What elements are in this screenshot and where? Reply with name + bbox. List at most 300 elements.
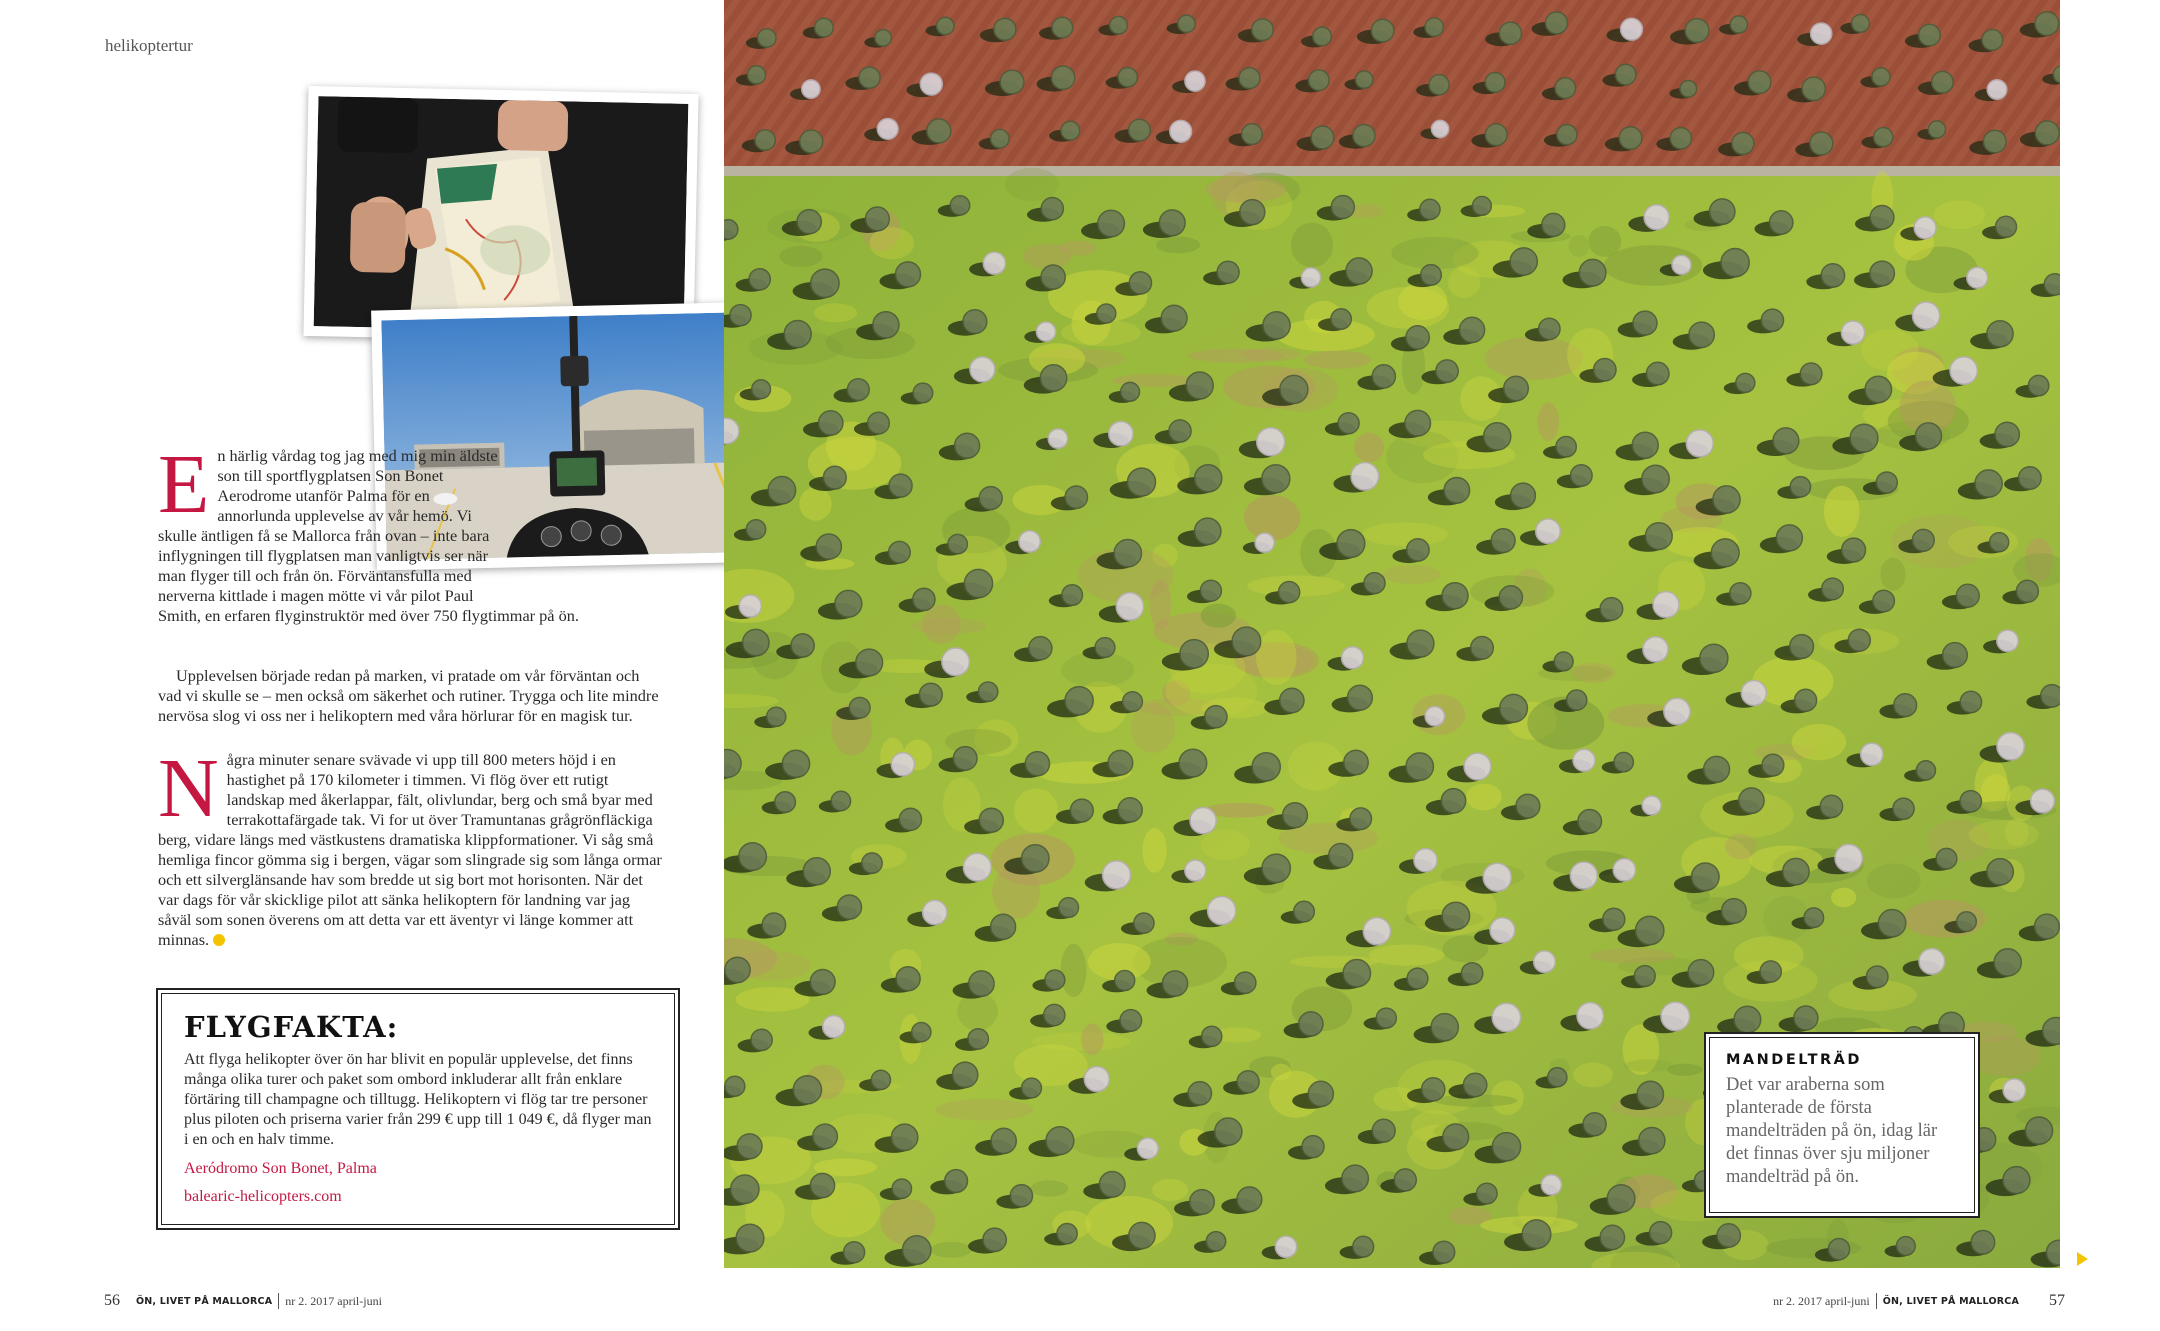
- almond-tree: [1692, 863, 1720, 891]
- almond-tree: [1894, 694, 1917, 717]
- almond-tree: [1546, 12, 1568, 34]
- almond-tree: [1000, 70, 1024, 94]
- almond-tree: [1118, 798, 1142, 822]
- almond-tree: [1653, 592, 1679, 618]
- almond-tree: [1717, 1224, 1740, 1247]
- almond-tree: [1114, 540, 1141, 567]
- almond-tree: [1356, 71, 1373, 88]
- almond-tree: [1338, 413, 1359, 434]
- almond-tree: [1200, 580, 1221, 601]
- almond-tree: [1916, 761, 1935, 780]
- almond-tree: [1239, 68, 1260, 89]
- almond-tree: [2041, 685, 2060, 707]
- almond-tree: [1554, 652, 1573, 671]
- article-paragraph-3: [158, 742, 663, 950]
- almond-tree: [823, 1016, 845, 1038]
- field-patch: [1031, 1180, 1069, 1196]
- almond-tree: [1275, 1236, 1296, 1257]
- fact-box: [156, 988, 680, 1230]
- field-patch: [1934, 201, 1986, 230]
- almond-tree: [1414, 849, 1437, 872]
- almond-tree: [1773, 428, 1799, 454]
- almond-tree: [1761, 309, 1783, 331]
- almond-tree: [1841, 321, 1864, 344]
- fact-box-venue: Aeródromo Son Bonet, Palma: [184, 1160, 377, 1177]
- almond-tree: [1912, 529, 1934, 551]
- almond-tree: [1960, 791, 1981, 812]
- magazine-name-right: ÖN, LIVET PÅ MALLORCA: [1882, 1295, 2019, 1307]
- almond-tree: [979, 487, 1002, 510]
- almond-tree: [1252, 753, 1280, 781]
- almond-tree: [2035, 12, 2059, 36]
- almond-tree: [816, 534, 841, 559]
- almond-tree: [2035, 914, 2060, 939]
- almond-tree: [1583, 1113, 1606, 1136]
- almond-tree: [1262, 854, 1290, 882]
- almond-tree: [912, 1023, 931, 1042]
- almond-tree: [837, 895, 861, 919]
- almond-tree: [1664, 698, 1690, 724]
- almond-tree: [1852, 15, 1870, 33]
- field-patch: [799, 487, 831, 521]
- almond-tree: [1232, 627, 1261, 656]
- almond-tree: [1217, 261, 1239, 283]
- almond-tree: [1159, 210, 1185, 236]
- almond-tree: [1190, 808, 1216, 834]
- almond-tree: [1499, 586, 1522, 609]
- almond-tree: [1619, 127, 1642, 150]
- almond-tree: [1343, 960, 1370, 987]
- almond-tree: [1770, 211, 1793, 234]
- almond-tree: [1932, 71, 1954, 93]
- almond-tree: [1405, 410, 1431, 436]
- almond-tree: [725, 957, 750, 982]
- paragraph-2-text: Upplevelsen började redan på marken, vi pratade om vår förväntan och vad vi skulle se – men också om säkerhet och rutiner. Trygga och lite mindre nervösa slog vi oss ner i helikoptern med våra hörlurar för en magisk tur.: [158, 666, 659, 725]
- almond-tree: [1041, 198, 1063, 220]
- almond-tree: [1109, 422, 1133, 446]
- almond-tree: [823, 466, 846, 489]
- almond-tree: [1331, 196, 1354, 219]
- almond-tree: [1536, 519, 1561, 544]
- almond-tree: [1051, 66, 1074, 89]
- almond-tree: [1711, 539, 1739, 567]
- almond-tree: [923, 900, 947, 924]
- almond-tree: [1116, 593, 1143, 620]
- almond-tree: [1110, 16, 1128, 34]
- almond-tree: [1350, 808, 1372, 830]
- almond-tree: [896, 262, 921, 287]
- fact-box-inner: [161, 993, 675, 1225]
- almond-tree: [1444, 478, 1470, 504]
- almond-tree: [747, 66, 765, 84]
- almond-tree: [1821, 264, 1844, 287]
- almond-tree: [1577, 1003, 1603, 1029]
- almond-tree: [1040, 365, 1066, 391]
- almond-tree: [968, 1029, 988, 1049]
- almond-tree: [835, 590, 862, 617]
- almond-tree: [1311, 126, 1334, 149]
- almond-tree: [1346, 258, 1372, 284]
- almond-tree: [1670, 128, 1691, 149]
- almond-tree: [1431, 1014, 1458, 1041]
- almond-tree: [945, 1170, 968, 1193]
- almond-tree: [1710, 199, 1735, 224]
- almond-tree: [1919, 949, 1945, 975]
- almond-tree: [2003, 1079, 2025, 1101]
- almond-tree: [1353, 125, 1375, 147]
- almond-tree: [1195, 518, 1221, 544]
- almond-tree: [1571, 465, 1593, 487]
- almond-tree: [1129, 119, 1151, 141]
- issue-right: nr 2. 2017 april-juni: [1773, 1293, 1870, 1308]
- field-patch: [780, 246, 823, 267]
- almond-tree: [1108, 750, 1133, 775]
- caption-text: Det var araberna som planterade de första mandelträden på ön, idag lär det finnas över sju miljoner mandelträd på ön.: [1726, 1075, 1938, 1187]
- almond-tree: [1850, 424, 1878, 452]
- almond-tree: [1873, 590, 1895, 612]
- almond-tree: [768, 477, 795, 504]
- almond-tree: [1573, 749, 1595, 771]
- almond-tree: [1878, 910, 1905, 937]
- almond-tree: [1642, 796, 1661, 815]
- almond-tree: [1010, 1185, 1032, 1207]
- almond-tree: [871, 1070, 890, 1089]
- almond-tree: [1642, 465, 1669, 492]
- almond-tree: [1206, 1232, 1225, 1251]
- almond-tree: [1914, 217, 1936, 239]
- almond-tree: [1252, 19, 1274, 41]
- field-patch: [870, 227, 915, 259]
- almond-tree: [1364, 573, 1385, 594]
- almond-tree: [1578, 810, 1602, 834]
- almond-tree: [749, 269, 770, 290]
- almond-tree: [2031, 789, 2055, 813]
- almond-tree: [1874, 128, 1893, 147]
- field-patch: [2005, 818, 2029, 846]
- almond-tree: [2044, 274, 2060, 295]
- almond-tree: [1115, 971, 1135, 991]
- field-patch: [1156, 237, 1200, 254]
- almond-tree: [892, 1179, 911, 1198]
- field-patch: [1005, 168, 1059, 202]
- almond-tree: [1442, 583, 1468, 609]
- field-patch: [1792, 724, 1846, 760]
- almond-tree: [1637, 1081, 1663, 1107]
- almond-tree: [1997, 630, 2018, 651]
- almond-tree: [1730, 16, 1747, 33]
- almond-tree: [1041, 265, 1065, 289]
- almond-tree: [1178, 15, 1195, 32]
- almond-tree: [1161, 305, 1187, 331]
- almond-tree: [725, 1076, 745, 1096]
- almond-tree: [1870, 206, 1894, 230]
- almond-tree: [724, 220, 738, 240]
- almond-tree: [1542, 213, 1565, 236]
- almond-tree: [963, 310, 987, 334]
- fact-box-website-link[interactable]: balearic-helicopters.com: [184, 1188, 342, 1205]
- almond-tree: [983, 1228, 1006, 1251]
- almond-tree: [1686, 430, 1713, 457]
- almond-tree: [1344, 750, 1368, 774]
- almond-tree: [913, 588, 935, 610]
- almond-tree: [1739, 788, 1764, 813]
- almond-tree: [1997, 733, 2024, 760]
- almond-tree: [1029, 637, 1052, 660]
- almond-tree: [889, 541, 911, 563]
- almond-tree: [1337, 530, 1365, 558]
- field-patch: [1206, 176, 1287, 203]
- almond-tree: [1425, 18, 1443, 36]
- almond-tree: [1872, 68, 1890, 86]
- almond-tree: [1162, 971, 1187, 996]
- almond-tree: [1516, 794, 1540, 818]
- almond-tree: [1052, 17, 1073, 38]
- field-patch: [1572, 663, 1615, 683]
- almond-tree: [1995, 422, 2019, 446]
- almond-tree: [1313, 27, 1332, 46]
- almond-tree: [1485, 124, 1507, 146]
- almond-tree: [1185, 860, 1206, 881]
- almond-tree: [739, 595, 761, 617]
- almond-tree: [1371, 19, 1394, 42]
- almond-tree: [1188, 1082, 1211, 1105]
- field-patch: [1969, 820, 2039, 850]
- almond-tree: [1376, 1008, 1396, 1028]
- field-patch: [1573, 1063, 1613, 1088]
- almond-tree: [1504, 376, 1529, 401]
- almond-tree: [1394, 1169, 1416, 1191]
- field-patch: [1391, 237, 1478, 269]
- almond-tree: [1484, 423, 1511, 450]
- field-patch: [1241, 348, 1301, 361]
- almond-tree: [762, 913, 785, 936]
- almond-tree: [1643, 637, 1668, 662]
- almond-tree: [1971, 1231, 1995, 1255]
- almond-tree: [1722, 899, 1747, 924]
- almond-tree: [1741, 681, 1766, 706]
- almond-tree: [873, 312, 899, 338]
- almond-tree: [784, 321, 811, 348]
- field-patch: [1367, 287, 1450, 329]
- almond-tree: [1689, 322, 1714, 347]
- almond-tree: [1661, 1002, 1690, 1031]
- footer-separator: [278, 1293, 279, 1309]
- almond-tree: [1987, 859, 2013, 885]
- field-patch: [936, 1099, 1034, 1121]
- almond-tree: [1436, 360, 1458, 382]
- almond-tree: [751, 1029, 772, 1050]
- field-patch: [1831, 888, 1856, 907]
- almond-tree: [1121, 382, 1140, 401]
- almond-tree: [815, 18, 834, 37]
- almond-tree: [767, 707, 786, 726]
- almond-tree: [1688, 960, 1714, 986]
- almond-tree: [948, 534, 967, 553]
- almond-tree: [1748, 71, 1771, 94]
- almond-tree: [730, 305, 751, 326]
- almond-tree: [1137, 1138, 1158, 1159]
- almond-tree: [1180, 640, 1208, 668]
- almond-tree: [1483, 863, 1511, 891]
- almond-tree: [1893, 798, 1914, 819]
- field-patch: [945, 729, 1012, 755]
- almond-tree: [1208, 897, 1236, 925]
- almond-tree: [1407, 968, 1428, 989]
- continue-arrow-icon: [2077, 1252, 2088, 1266]
- almond-tree: [1048, 429, 1067, 448]
- article-paragraph-2: [158, 666, 663, 726]
- almond-tree: [1280, 688, 1304, 712]
- almond-tree: [1700, 644, 1728, 672]
- almond-tree: [991, 914, 1016, 939]
- almond-tree: [875, 30, 892, 47]
- almond-tree: [1242, 124, 1263, 145]
- almond-tree: [1567, 690, 1587, 710]
- almond-tree: [1036, 322, 1055, 341]
- field-patch: [1538, 402, 1560, 441]
- almond-tree: [1353, 1236, 1374, 1257]
- almond-tree: [1987, 80, 2007, 100]
- almond-tree: [1919, 24, 1941, 46]
- almond-tree: [950, 196, 969, 215]
- almond-tree: [919, 683, 942, 706]
- almond-tree: [800, 130, 823, 153]
- almond-tree: [1632, 432, 1658, 458]
- almond-tree: [1490, 918, 1515, 943]
- almond-tree: [1967, 267, 1988, 288]
- almond-tree: [1473, 197, 1492, 216]
- field-patch: [1014, 789, 1058, 833]
- end-mark-icon: [213, 934, 225, 946]
- almond-tree: [1790, 477, 1810, 497]
- almond-tree: [1372, 365, 1395, 388]
- almond-tree: [1975, 470, 2002, 497]
- almond-tree: [866, 207, 890, 231]
- almond-tree: [803, 858, 830, 885]
- almond-tree: [1025, 752, 1049, 776]
- field-patch: [1867, 864, 1921, 899]
- almond-tree: [1406, 753, 1433, 780]
- almond-tree: [969, 971, 994, 996]
- map-photo-image: [314, 96, 689, 334]
- almond-tree: [1800, 363, 1822, 385]
- almond-tree: [2028, 375, 2048, 395]
- almond-tree: [1299, 1012, 1323, 1036]
- almond-tree: [1646, 362, 1669, 385]
- almond-tree: [1065, 486, 1087, 508]
- almond-tree: [1866, 966, 1888, 988]
- almond-tree: [847, 379, 869, 401]
- almond-tree: [2025, 1117, 2052, 1144]
- field-patch: [1256, 630, 1297, 685]
- almond-tree: [1913, 302, 1940, 329]
- footer-right: [1773, 1292, 2065, 1310]
- field-patch: [1383, 565, 1441, 584]
- almond-tree: [1639, 1128, 1665, 1154]
- almond-tree: [1783, 858, 1809, 884]
- field-patch: [814, 303, 857, 322]
- almond-tree: [1672, 255, 1691, 274]
- section-label: helikoptertur: [105, 36, 193, 55]
- almond-tree: [862, 853, 882, 873]
- almond-tree: [1433, 1241, 1455, 1263]
- almond-tree: [736, 1224, 764, 1252]
- field-patch: [1880, 558, 1905, 591]
- field-patch: [1590, 948, 1675, 963]
- almond-tree: [758, 29, 776, 47]
- almond-tree: [937, 17, 954, 34]
- almond-tree: [1556, 437, 1576, 457]
- almond-tree: [1308, 1081, 1333, 1106]
- almond-tree: [927, 119, 951, 143]
- almond-tree: [1045, 970, 1065, 990]
- issue-left: nr 2. 2017 april-juni: [285, 1293, 382, 1308]
- photo-wrap-spacer: [505, 446, 663, 606]
- almond-tree: [1059, 898, 1079, 918]
- almond-tree: [1511, 483, 1536, 508]
- almond-tree: [731, 1175, 759, 1203]
- almond-tree: [1407, 630, 1434, 657]
- almond-tree: [1804, 908, 1824, 928]
- almond-tree: [983, 252, 1005, 274]
- almond-tree: [1179, 749, 1207, 777]
- almond-tree: [752, 380, 771, 399]
- almond-tree: [868, 412, 890, 434]
- almond-tree: [1342, 1165, 1369, 1192]
- almond-tree: [1600, 1225, 1624, 1249]
- almond-tree: [1302, 1136, 1324, 1158]
- almond-tree: [1896, 1237, 1915, 1256]
- almond-tree: [1982, 30, 2003, 51]
- fact-box-title: FLYGFAKTA:: [184, 1010, 399, 1044]
- almond-tree: [1734, 1006, 1761, 1033]
- field-patch: [1142, 828, 1166, 873]
- caption-box: [1704, 1032, 1980, 1218]
- almond-tree: [899, 808, 921, 830]
- almond-tree: [1500, 694, 1528, 722]
- almond-tree: [1534, 951, 1556, 973]
- almond-tree: [1621, 18, 1643, 40]
- almond-tree: [991, 129, 1010, 148]
- almond-tree: [1097, 304, 1116, 323]
- almond-tree: [1129, 1222, 1155, 1248]
- almond-tree: [811, 269, 839, 297]
- almond-tree: [739, 843, 767, 871]
- almond-tree: [1263, 312, 1290, 339]
- almond-tree: [1262, 465, 1290, 493]
- almond-tree: [1279, 582, 1300, 603]
- almond-tree: [1822, 578, 1844, 600]
- almond-tree: [1099, 1172, 1125, 1198]
- almond-tree: [1283, 803, 1308, 828]
- almond-tree: [1950, 357, 1977, 384]
- almond-tree: [1190, 1190, 1215, 1215]
- almond-tree: [1205, 706, 1227, 728]
- almond-tree: [1957, 912, 1977, 932]
- almond-tree: [1633, 311, 1657, 335]
- almond-tree: [1492, 1003, 1520, 1031]
- field-patch: [1303, 351, 1371, 369]
- almond-tree: [856, 649, 883, 676]
- almond-tree: [2003, 1167, 2030, 1194]
- paragraph-3-text: ågra minuter senare svävade vi upp till 800 meters höjd i en hastighet på 170 kilometer i timmen. Vi flög över ett rutigt landskap med åkerlappar, fält, olivlundar, berg och små byar med terrakottafärgade tak. Vi for ut över Tramuntanas grågrönfläckiga berg, vidare längs med västkustens dramatiska klippformationer. Vi såg små hemliga fincor gömma sig i bergen, vägar som slingrade sig som långa ormar och ett silverglänsande hav som bredde ut sig bort mot horisonten. När det var dags för vår skicklige pilot att sänka helikoptern för landning var jag såväl som sonen överens om att detta var ett äventyr vi länge kommer att minnas.: [158, 750, 662, 949]
- almond-tree: [1996, 216, 2017, 237]
- almond-tree: [1776, 525, 1802, 551]
- almond-tree: [1240, 200, 1265, 225]
- magazine-name-left: ÖN, LIVET PÅ MALLORCA: [136, 1295, 273, 1307]
- almond-tree: [1084, 1067, 1109, 1092]
- almond-tree: [1802, 77, 1825, 100]
